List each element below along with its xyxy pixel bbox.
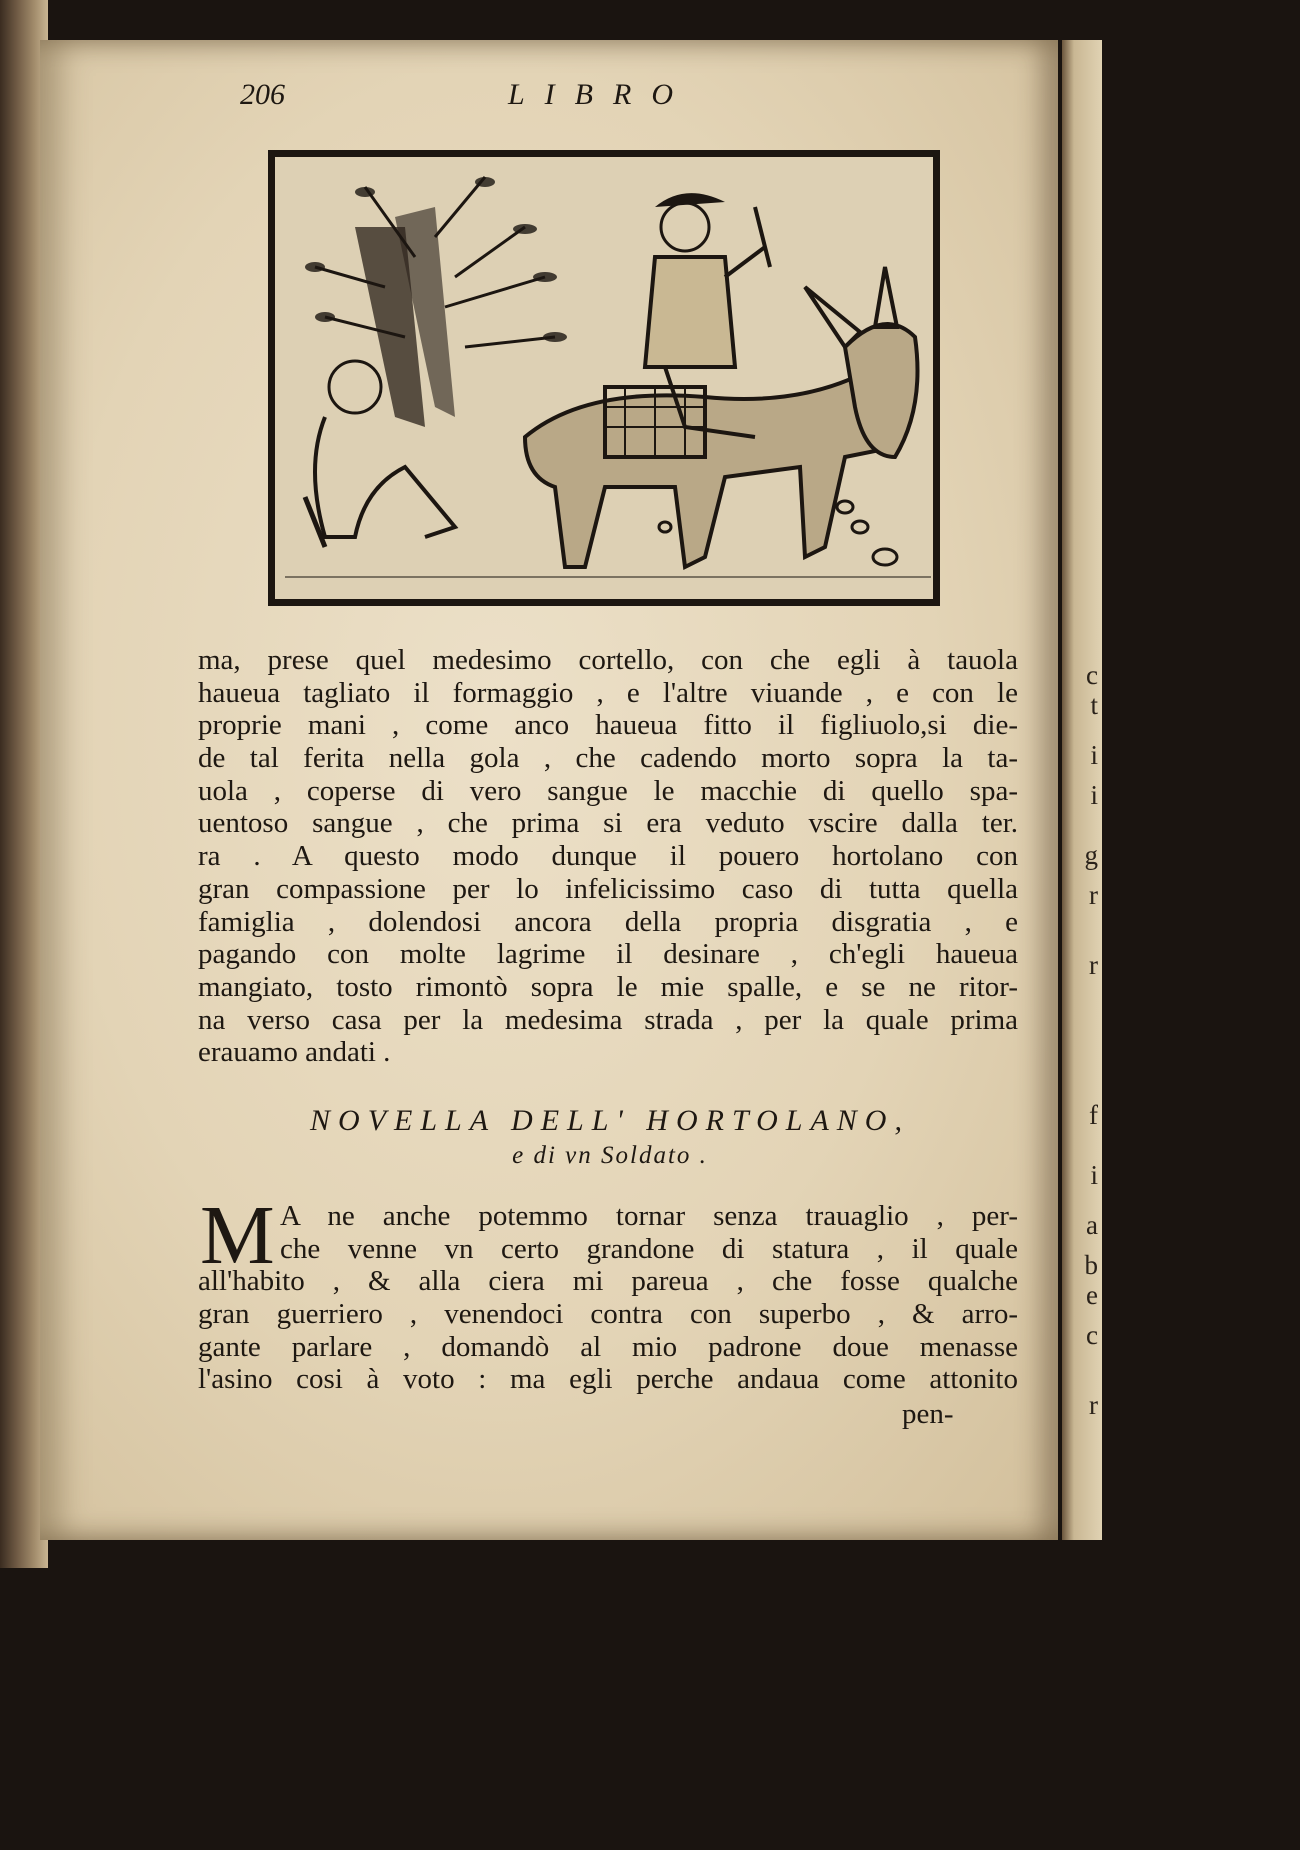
edge-letter: e: [1086, 1280, 1098, 1310]
edge-letter: b: [1084, 1250, 1098, 1280]
edge-letter: r: [1089, 1390, 1098, 1420]
text-line: A ne anche potemmo tornar senza trauaglio , per-: [280, 1200, 1018, 1232]
text-line: ma, prese quel medesimo cortello, con che egli à tauola: [198, 644, 1018, 676]
text-line: na verso casa per la medesima strada , per la quale prima: [198, 1003, 1018, 1036]
edge-letter: r: [1089, 880, 1098, 910]
text-line: gante parlare , domandò al mio padrone doue menasse: [198, 1330, 1018, 1363]
text-line: uentoso sangue , che prima si era veduto vscire dalla ter.: [198, 807, 1018, 840]
paragraph-2: [198, 1189, 1018, 1396]
edge-letter: i: [1090, 780, 1098, 810]
text-line: pagando con molte lagrime il desinare , ch'egli haueua: [198, 938, 1018, 971]
edge-letter: c: [1086, 1320, 1098, 1350]
edge-letter: i: [1090, 1160, 1098, 1190]
novella-title: NOVELLA DELL' HORTOLANO,: [310, 1104, 910, 1137]
edge-letter: g: [1084, 840, 1098, 870]
next-page-edge: [1062, 40, 1102, 1540]
text-line: haueua tagliato il formaggio , e l'altre viuande , e con le: [198, 676, 1018, 709]
woodcut-illustration: [268, 150, 940, 606]
catchword: pen-: [902, 1398, 954, 1430]
edge-letter: t: [1090, 690, 1098, 720]
text-line: l'asino cosi à voto : ma egli perche andaua come attonito: [198, 1363, 1018, 1396]
edge-letter: f: [1089, 1100, 1098, 1130]
text-line: gran guerriero , venendoci contra con superbo , & arro-: [198, 1298, 1018, 1331]
running-title: LIBRO: [508, 78, 693, 111]
text-line: gran compassione per lo infelicissimo caso di tutta quella: [198, 872, 1018, 905]
novella-subtitle: e di vn Soldato .: [512, 1142, 708, 1169]
text-line: che venne vn certo grandone di statura , il quale: [280, 1232, 1018, 1265]
novella-heading: [300, 1104, 920, 1170]
text-line: de tal ferita nella gola , che cadendo morto sopra la ta-: [198, 742, 1018, 775]
edge-letter: c: [1086, 660, 1098, 690]
text-line: mangiato, tosto rimontò sopra le mie spalle, e se ne ritor-: [198, 970, 1018, 1003]
drop-cap: M: [200, 1189, 275, 1282]
running-head: [240, 78, 760, 118]
text-line: ra . A questo modo dunque il pouero hortolano con: [198, 840, 1018, 873]
text-line: famiglia , dolendosi ancora della propria disgratia , e: [198, 905, 1018, 938]
text-line: uola , coperse di vero sangue le macchie di quello spa-: [198, 774, 1018, 807]
text-line: all'habito , & alla ciera mi pareua , che fosse qualche: [198, 1265, 1018, 1298]
text-line: erauamo andati .: [198, 1036, 391, 1069]
edge-letter: i: [1090, 740, 1098, 770]
edge-letter: a: [1086, 1210, 1098, 1240]
page-number: 206: [240, 78, 285, 111]
woodcut-illustration-icon: [285, 167, 931, 597]
paragraph-1: [198, 644, 1018, 1069]
edge-letter: r: [1089, 950, 1098, 980]
text-line: proprie mani , come anco haueua fitto il figliuolo,si die-: [198, 709, 1018, 742]
